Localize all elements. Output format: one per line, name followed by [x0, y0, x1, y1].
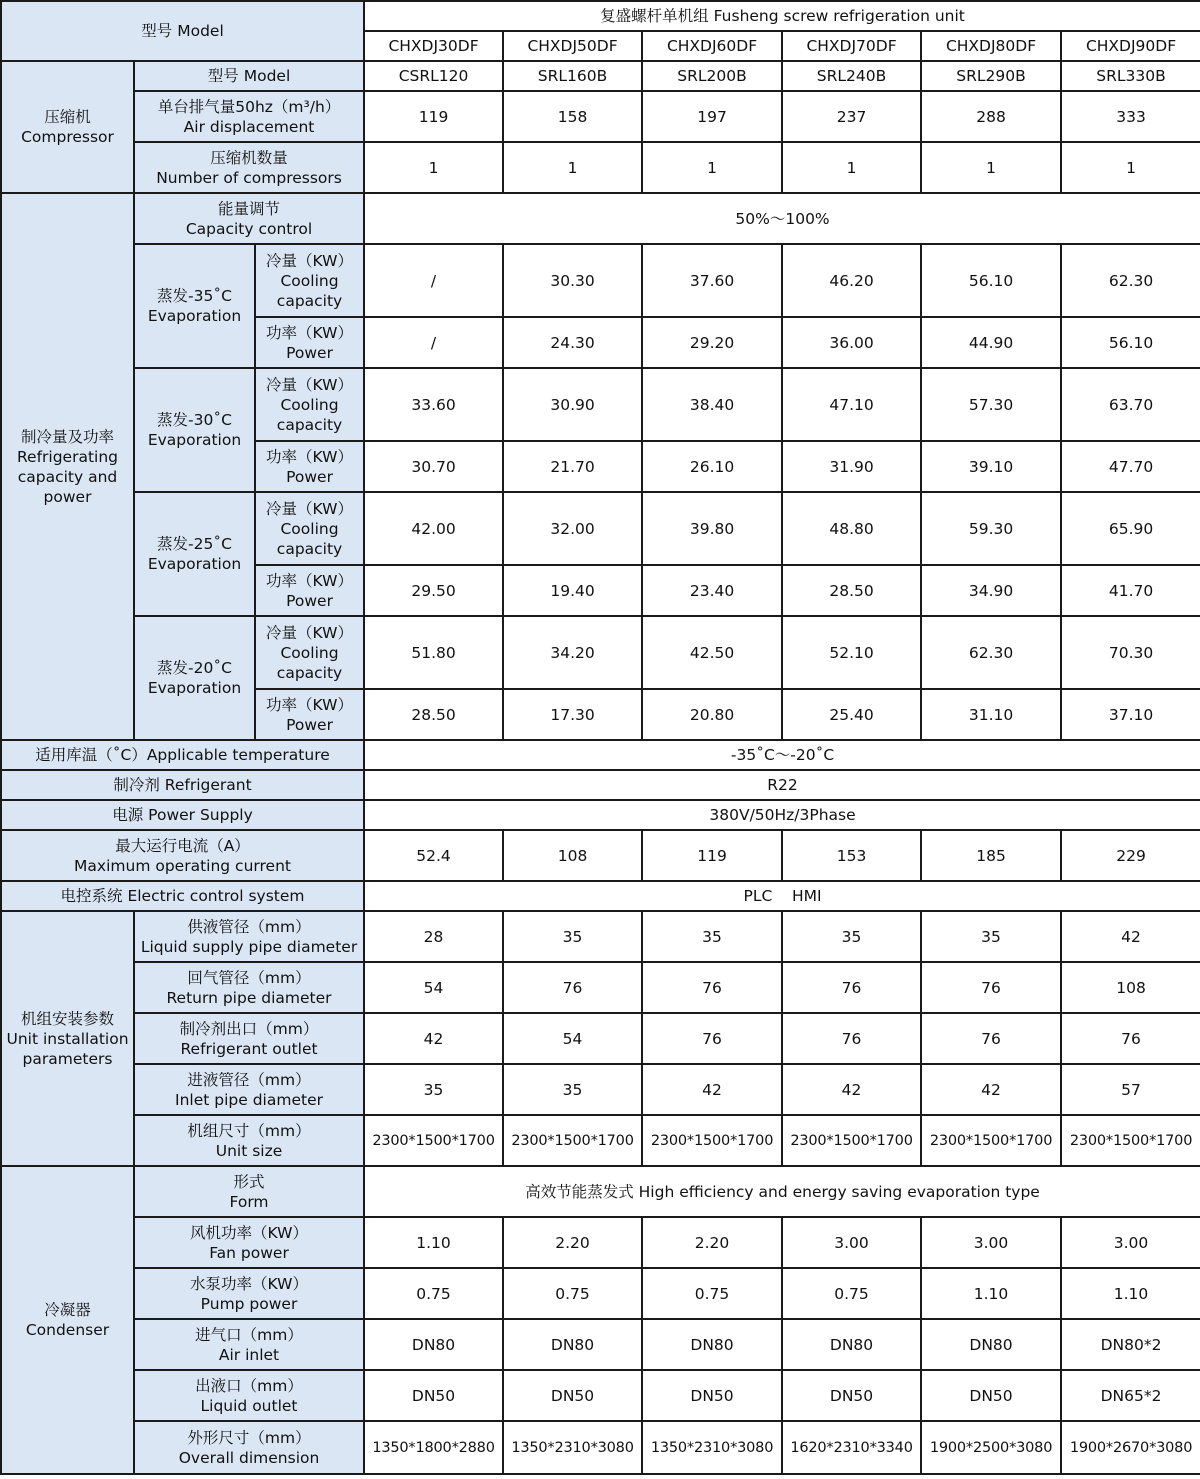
liquid-outlet-value: DN50 [364, 1370, 503, 1421]
air-inlet-value: DN80 [364, 1319, 503, 1370]
evaporation-label-line: Evaporation [147, 555, 242, 573]
air-inlet-label-line: Air inlet [218, 1345, 280, 1364]
liquid-supply-value: 35 [782, 911, 921, 962]
compressor-count-value: 1 [364, 142, 503, 193]
power-label-line: Power [286, 467, 333, 486]
compressor-count-label [134, 142, 364, 193]
return-pipe-value: 76 [782, 962, 921, 1013]
power-value: 20.80 [642, 689, 782, 740]
cooling-capacity-label-line: capacity [276, 291, 343, 310]
pump-power-value: 1.10 [1061, 1268, 1200, 1319]
evaporation-cooling-row [1, 616, 1200, 689]
refrigerating-group-label-line: power [43, 487, 92, 506]
condenser-row-liquid-outlet [1, 1370, 1200, 1421]
unit-size-label [134, 1115, 364, 1166]
displacement-label [134, 91, 364, 142]
evaporation-label-line: 蒸发-25˚C [157, 535, 232, 553]
current-value: 119 [642, 830, 782, 881]
current-value: 108 [503, 830, 642, 881]
power-value: 39.10 [921, 441, 1061, 492]
condenser-row-air-inlet [1, 1319, 1200, 1370]
capacity-control-label-line: Capacity control [185, 219, 313, 238]
liquid-supply-value: 35 [642, 911, 782, 962]
unit-size-value: 2300*1500*1700 [921, 1115, 1061, 1166]
refrigerant-outlet-value: 76 [642, 1013, 782, 1064]
power-value: 25.40 [782, 689, 921, 740]
refrigerating-group-label-line: Refrigerating [16, 447, 119, 466]
air-inlet-label [134, 1319, 364, 1370]
power-supply-label: 电源 Power Supply [1, 800, 364, 830]
air-inlet-value: DN80 [642, 1319, 782, 1370]
compressor-count-label-line: 压缩机数量 [210, 148, 288, 167]
liquid-outlet-value: DN50 [503, 1370, 642, 1421]
header-row [1, 1, 1200, 31]
cooling-capacity-value: / [364, 244, 503, 317]
inlet-pipe-value: 57 [1061, 1064, 1200, 1115]
power-supply-row [1, 800, 1200, 830]
unit-size-label-line: Unit size [215, 1141, 283, 1160]
cooling-capacity-value: 63.70 [1061, 368, 1200, 441]
installation-group-label-line: Unit installation [6, 1029, 129, 1048]
compressor-model-value: SRL330B [1061, 61, 1200, 91]
power-value: 31.10 [921, 689, 1061, 740]
cooling-capacity-label [255, 492, 364, 565]
compressor-model-value: SRL160B [503, 61, 642, 91]
evaporation-cooling-row [1, 368, 1200, 441]
power-value: 30.70 [364, 441, 503, 492]
compressor-count-value: 1 [921, 142, 1061, 193]
inlet-pipe-value: 42 [921, 1064, 1061, 1115]
cooling-capacity-label-line: Cooling [280, 519, 339, 538]
return-pipe-label [134, 962, 364, 1013]
evaporation-label-line: Evaporation [147, 307, 242, 325]
temperature-value: -35˚C～-20˚C [364, 740, 1200, 770]
condenser-row-overall-dimension [1, 1421, 1200, 1474]
inlet-pipe-label-line: 进液管径（mm） [187, 1070, 311, 1089]
power-value: 34.90 [921, 565, 1061, 616]
evaporation-label-line: 蒸发-20˚C [157, 659, 232, 677]
compressor-count-label-line: Number of compressors [156, 168, 342, 187]
power-value: 37.10 [1061, 689, 1200, 740]
power-value: 19.40 [503, 565, 642, 616]
fan-power-value: 1.10 [364, 1217, 503, 1268]
refrigerant-outlet-value: 76 [782, 1013, 921, 1064]
fan-power-label-line: 风机功率（KW） [190, 1223, 308, 1242]
unit-size-value: 2300*1500*1700 [503, 1115, 642, 1166]
evaporation-label [134, 244, 255, 368]
compressor-count-value: 1 [782, 142, 921, 193]
inlet-pipe-label [134, 1064, 364, 1115]
model-name: CHXDJ80DF [921, 31, 1061, 61]
pump-power-value: 0.75 [642, 1268, 782, 1319]
inlet-pipe-label-line: Inlet pipe diameter [175, 1090, 323, 1109]
condenser-group-label [1, 1166, 134, 1474]
refrigerant-outlet-value: 54 [503, 1013, 642, 1064]
refrigerant-label: 制冷剂 Refrigerant [1, 770, 364, 800]
liquid-outlet-value: DN50 [782, 1370, 921, 1421]
return-pipe-value: 76 [503, 962, 642, 1013]
overall-dimension-value: 1900*2500*3080 [921, 1421, 1061, 1474]
current-label-line: 最大运行电流（A） [115, 836, 250, 855]
condenser-form-row [1, 1166, 1200, 1217]
unit-size-value: 2300*1500*1700 [782, 1115, 921, 1166]
overall-dimension-value: 1350*2310*3080 [503, 1421, 642, 1474]
installation-row-liquid-supply [1, 911, 1200, 962]
power-value: 28.50 [782, 565, 921, 616]
evaporation-label-line: 蒸发-30˚C [157, 411, 232, 429]
cooling-capacity-label-line: 冷量（KW） [266, 499, 353, 518]
cooling-capacity-value: 42.50 [642, 616, 782, 689]
installation-row-refrigerant-outlet [1, 1013, 1200, 1064]
compressor-count-row [1, 142, 1200, 193]
cooling-capacity-label-line: Cooling [280, 643, 339, 662]
temperature-row [1, 740, 1200, 770]
refrigerant-outlet-label [134, 1013, 364, 1064]
displacement-row [1, 91, 1200, 142]
compressor-model-value: CSRL120 [364, 61, 503, 91]
power-value: 36.00 [782, 317, 921, 368]
power-value: 24.30 [503, 317, 642, 368]
evaporation-cooling-row [1, 492, 1200, 565]
inlet-pipe-value: 35 [364, 1064, 503, 1115]
series-title: 复盛螺杆单机组 Fusheng screw refrigeration unit [364, 1, 1200, 31]
condenser-row-fan-power [1, 1217, 1200, 1268]
power-label-line: 功率（KW） [266, 571, 353, 590]
liquid-supply-value: 42 [1061, 911, 1200, 962]
cooling-capacity-label [255, 244, 364, 317]
air-inlet-value: DN80 [921, 1319, 1061, 1370]
power-value: 44.90 [921, 317, 1061, 368]
cooling-capacity-label [255, 616, 364, 689]
current-row [1, 830, 1200, 881]
compressor-group-label [1, 61, 134, 193]
cooling-capacity-value: 46.20 [782, 244, 921, 317]
power-value: 41.70 [1061, 565, 1200, 616]
return-pipe-value: 76 [642, 962, 782, 1013]
cooling-capacity-value: 42.00 [364, 492, 503, 565]
displacement-value: 158 [503, 91, 642, 142]
power-value: 26.10 [642, 441, 782, 492]
compressor-model-value: SRL200B [642, 61, 782, 91]
liquid-supply-label-line: 供液管径（mm） [187, 917, 311, 936]
compressor-model-value: SRL240B [782, 61, 921, 91]
capacity-control-label [134, 193, 364, 244]
pump-power-label-line: Pump power [200, 1294, 298, 1313]
return-pipe-value: 76 [921, 962, 1061, 1013]
power-value: 23.40 [642, 565, 782, 616]
refrigerating-group-label-line: 制冷量及功率 [20, 427, 114, 446]
cooling-capacity-value: 38.40 [642, 368, 782, 441]
cooling-capacity-label-line: 冷量（KW） [266, 623, 353, 642]
displacement-label-line: 单台排气量50hz（m³/h） [157, 97, 341, 116]
installation-row-unit-size [1, 1115, 1200, 1166]
model-name: CHXDJ90DF [1061, 31, 1200, 61]
refrigerant-outlet-value: 76 [921, 1013, 1061, 1064]
cooling-capacity-value: 62.30 [921, 616, 1061, 689]
power-label-line: 功率（KW） [266, 323, 353, 342]
air-inlet-value: DN80 [503, 1319, 642, 1370]
overall-dimension-label [134, 1421, 364, 1474]
overall-dimension-value: 1900*2670*3080 [1061, 1421, 1200, 1474]
power-value: 29.20 [642, 317, 782, 368]
return-pipe-value: 54 [364, 962, 503, 1013]
current-label-line: Maximum operating current [74, 856, 291, 875]
cooling-capacity-label [255, 368, 364, 441]
power-supply-value: 380V/50Hz/3Phase [364, 800, 1200, 830]
control-system-label: 电控系统 Electric control system [1, 881, 364, 911]
condenser-group-label-line: 冷凝器 [44, 1301, 91, 1319]
fan-power-value: 2.20 [503, 1217, 642, 1268]
refrigerant-outlet-value: 76 [1061, 1013, 1200, 1064]
displacement-value: 119 [364, 91, 503, 142]
compressor-count-value: 1 [503, 142, 642, 193]
installation-group-label-line: parameters [22, 1049, 113, 1068]
unit-size-value: 2300*1500*1700 [364, 1115, 503, 1166]
air-inlet-value: DN80 [782, 1319, 921, 1370]
cooling-capacity-label-line: capacity [276, 539, 343, 558]
temperature-label: 适用库温（˚C）Applicable temperature [1, 740, 364, 770]
power-label-line: 功率（KW） [266, 447, 353, 466]
cooling-capacity-value: 47.10 [782, 368, 921, 441]
fan-power-label [134, 1217, 364, 1268]
liquid-outlet-value: DN50 [921, 1370, 1061, 1421]
inlet-pipe-value: 35 [503, 1064, 642, 1115]
air-inlet-value: DN80*2 [1061, 1319, 1200, 1370]
fan-power-value: 2.20 [642, 1217, 782, 1268]
power-value: 29.50 [364, 565, 503, 616]
capacity-control-label-line: 能量调节 [218, 199, 281, 218]
inlet-pipe-value: 42 [782, 1064, 921, 1115]
model-name: CHXDJ70DF [782, 31, 921, 61]
cooling-capacity-value: 57.30 [921, 368, 1061, 441]
compressor-model-label: 型号 Model [134, 61, 364, 91]
cooling-capacity-value: 39.80 [642, 492, 782, 565]
compressor-count-value: 1 [642, 142, 782, 193]
installation-group-label-line: 机组安装参数 [20, 1009, 114, 1028]
cooling-capacity-value: 51.80 [364, 616, 503, 689]
unit-size-value: 2300*1500*1700 [642, 1115, 782, 1166]
overall-dimension-label-line: Overall dimension [178, 1448, 320, 1467]
return-pipe-label-line: 回气管径（mm） [187, 968, 311, 987]
compressor-count-value: 1 [1061, 142, 1200, 193]
power-value: 31.90 [782, 441, 921, 492]
liquid-outlet-value: DN65*2 [1061, 1370, 1200, 1421]
cooling-capacity-value: 32.00 [503, 492, 642, 565]
installation-row-return-pipe [1, 962, 1200, 1013]
cooling-capacity-label-line: Cooling [280, 395, 339, 414]
evaporation-label-line: 蒸发-35˚C [157, 287, 232, 305]
pump-power-value: 0.75 [782, 1268, 921, 1319]
liquid-supply-label [134, 911, 364, 962]
displacement-value: 197 [642, 91, 782, 142]
fan-power-value: 3.00 [1061, 1217, 1200, 1268]
refrigerant-value: R22 [364, 770, 1200, 800]
pump-power-label [134, 1268, 364, 1319]
overall-dimension-label-line: 外形尺寸（mm） [187, 1428, 311, 1447]
inlet-pipe-value: 42 [642, 1064, 782, 1115]
refrigerant-row [1, 770, 1200, 800]
evaporation-label-line: Evaporation [147, 431, 242, 449]
overall-dimension-value: 1350*2310*3080 [642, 1421, 782, 1474]
power-label-line: Power [286, 591, 333, 610]
displacement-label-line: Air displacement [183, 117, 315, 136]
installation-row-inlet-pipe [1, 1064, 1200, 1115]
evaporation-label-line: Evaporation [147, 679, 242, 697]
cooling-capacity-value: 33.60 [364, 368, 503, 441]
model-name: CHXDJ50DF [503, 31, 642, 61]
evaporation-label [134, 368, 255, 492]
liquid-outlet-label [134, 1370, 364, 1421]
power-value: / [364, 317, 503, 368]
fan-power-label-line: Fan power [209, 1243, 289, 1262]
refrigerant-outlet-value: 42 [364, 1013, 503, 1064]
return-pipe-value: 108 [1061, 962, 1200, 1013]
form-value: 高效节能蒸发式 High efficiency and energy saving evaporation type [364, 1166, 1200, 1217]
liquid-supply-value: 35 [921, 911, 1061, 962]
evaporation-cooling-row [1, 244, 1200, 317]
compressor-group-label-line: 压缩机 [44, 108, 91, 126]
compressor-model-row [1, 61, 1200, 91]
cooling-capacity-label-line: 冷量（KW） [266, 375, 353, 394]
evaporation-label [134, 616, 255, 740]
liquid-outlet-label-line: Liquid outlet [200, 1396, 298, 1415]
cooling-capacity-label-line: capacity [276, 663, 343, 682]
liquid-outlet-label-line: 出液口（mm） [195, 1376, 303, 1395]
evaporation-label [134, 492, 255, 616]
return-pipe-label-line: Return pipe diameter [166, 988, 332, 1007]
cooling-capacity-value: 59.30 [921, 492, 1061, 565]
displacement-value: 237 [782, 91, 921, 142]
power-label-line: Power [286, 343, 333, 362]
liquid-supply-label-line: Liquid supply pipe diameter [140, 937, 358, 956]
cooling-capacity-value: 70.30 [1061, 616, 1200, 689]
pump-power-value: 1.10 [921, 1268, 1061, 1319]
cooling-capacity-value: 34.20 [503, 616, 642, 689]
installation-group-label [1, 911, 134, 1166]
current-value: 229 [1061, 830, 1200, 881]
refrigerating-group-label-line: capacity and [17, 467, 118, 486]
refrigerant-outlet-label-line: 制冷剂出口（mm） [179, 1019, 319, 1038]
model-name: CHXDJ60DF [642, 31, 782, 61]
refrigerant-outlet-label-line: Refrigerant outlet [180, 1039, 318, 1058]
air-inlet-label-line: 进气口（mm） [195, 1325, 303, 1344]
cooling-capacity-value: 56.10 [921, 244, 1061, 317]
condenser-row-pump-power [1, 1268, 1200, 1319]
current-value: 153 [782, 830, 921, 881]
power-value: 47.70 [1061, 441, 1200, 492]
form-label-line: Form [229, 1192, 269, 1211]
cooling-capacity-label-line: capacity [276, 415, 343, 434]
cooling-capacity-value: 37.60 [642, 244, 782, 317]
power-label [255, 565, 364, 616]
overall-dimension-value: 1350*1800*2880 [364, 1421, 503, 1474]
cooling-capacity-value: 30.30 [503, 244, 642, 317]
unit-size-label-line: 机组尺寸（mm） [187, 1121, 311, 1140]
unit-size-value: 2300*1500*1700 [1061, 1115, 1200, 1166]
displacement-value: 288 [921, 91, 1061, 142]
refrigerating-group-label [1, 193, 134, 740]
cooling-capacity-label-line: Cooling [280, 271, 339, 290]
power-label [255, 317, 364, 368]
form-label [134, 1166, 364, 1217]
power-label [255, 441, 364, 492]
form-label-line: 形式 [233, 1172, 265, 1191]
power-label [255, 689, 364, 740]
cooling-capacity-value: 48.80 [782, 492, 921, 565]
cooling-capacity-label-line: 冷量（KW） [266, 251, 353, 270]
power-value: 21.70 [503, 441, 642, 492]
compressor-group-label-line: Compressor [21, 128, 114, 146]
power-label-line: 功率（KW） [266, 695, 353, 714]
current-value: 52.4 [364, 830, 503, 881]
cooling-capacity-value: 65.90 [1061, 492, 1200, 565]
overall-dimension-value: 1620*2310*3340 [782, 1421, 921, 1474]
current-label [1, 830, 364, 881]
fan-power-value: 3.00 [782, 1217, 921, 1268]
capacity-control-row [1, 193, 1200, 244]
power-value: 28.50 [364, 689, 503, 740]
compressor-model-value: SRL290B [921, 61, 1061, 91]
cooling-capacity-value: 52.10 [782, 616, 921, 689]
pump-power-value: 0.75 [503, 1268, 642, 1319]
cooling-capacity-value: 30.90 [503, 368, 642, 441]
pump-power-value: 0.75 [364, 1268, 503, 1319]
displacement-value: 333 [1061, 91, 1200, 142]
current-value: 185 [921, 830, 1061, 881]
model-header-label: 型号 Model [1, 1, 364, 61]
condenser-group-label-line: Condenser [25, 1321, 110, 1339]
liquid-outlet-value: DN50 [642, 1370, 782, 1421]
pump-power-label-line: 水泵功率（KW） [190, 1274, 308, 1293]
model-name: CHXDJ30DF [364, 31, 503, 61]
control-system-value: PLC HMI [364, 881, 1200, 911]
liquid-supply-value: 35 [503, 911, 642, 962]
fan-power-value: 3.00 [921, 1217, 1061, 1268]
power-value: 17.30 [503, 689, 642, 740]
cooling-capacity-value: 62.30 [1061, 244, 1200, 317]
power-value: 56.10 [1061, 317, 1200, 368]
liquid-supply-value: 28 [364, 911, 503, 962]
power-label-line: Power [286, 715, 333, 734]
control-system-row [1, 881, 1200, 911]
capacity-control-value: 50%～100% [364, 193, 1200, 244]
